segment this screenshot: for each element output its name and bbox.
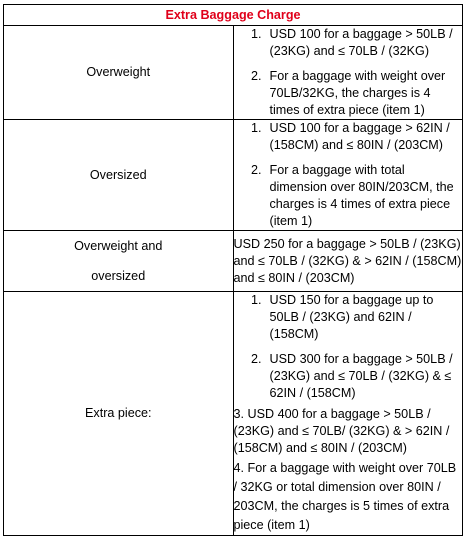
list-item-text: USD 150 for a baggage up to 50LB / (23KG) and 62IN / (158CM) <box>269 293 434 341</box>
table-row-overweight-oversized <box>4 231 463 292</box>
list-item <box>234 68 463 119</box>
paragraph-item-4: 4. For a baggage with weight over 70LB / 32KG or total dimension over 80IN / 203CM, the charges is 5 times of extra piece (item 1) <box>233 461 457 532</box>
table-title: Extra Baggage Charge <box>4 5 463 26</box>
paragraph-item-3: 3. USD 400 for a baggage > 50LB / (23KG) and ≤ 70LB/ (32KG) & > 62IN / (158CM) and ≤ 80IN / (203CM) <box>233 407 450 455</box>
row-label-overweight-oversized <box>4 231 234 292</box>
list-item-number: 1. <box>250 27 262 41</box>
extra-baggage-charge-table <box>3 4 463 536</box>
row-content-extra-piece <box>233 292 463 536</box>
list-item-text: USD 300 for a baggage > 50LB / (23KG) and ≤ 70LB / (32KG) & ≤ 62IN / (158CM) <box>269 352 453 400</box>
list-item-number: 1. <box>250 293 262 307</box>
row-label-extra-piece: Extra piece: <box>4 292 234 536</box>
list-item-number: 1. <box>250 121 262 135</box>
row-label-line: oversized <box>91 269 146 283</box>
row-label-oversized: Oversized <box>4 120 234 231</box>
row-content-overweight <box>233 26 463 120</box>
list-item-number: 2. <box>250 352 262 366</box>
row-label-overweight: Overweight <box>4 26 234 120</box>
table-row-overweight <box>4 26 463 120</box>
list-item <box>234 120 463 154</box>
list-item <box>234 351 463 402</box>
list-item-text: USD 100 for a baggage > 62IN / (158CM) and ≤ 80IN / (203CM) <box>269 121 450 152</box>
list-item <box>234 292 463 343</box>
list-item-text: USD 100 for a baggage > 50LB / (23KG) and ≤ 70LB / (32KG) <box>269 27 453 58</box>
row-text: USD 250 for a baggage > 50LB / (23KG) and ≤ 70LB / (32KG) & > 62IN / (158CM) and ≤ 80IN / (203CM) <box>233 236 462 285</box>
list-item-text: For a baggage with total dimension over 80IN/203CM, the charges is 4 times of extra piece (item 1) <box>269 163 454 228</box>
list-item <box>234 162 463 230</box>
list-item-text: For a baggage with weight over 70LB/32KG, the charges is 4 times of extra piece (item 1) <box>269 69 446 117</box>
list-item <box>234 26 463 60</box>
row-content-overweight-oversized <box>233 231 463 292</box>
row-label-line: Overweight and <box>74 239 163 253</box>
table-row-oversized <box>4 120 463 231</box>
list-item-number: 2. <box>250 163 262 177</box>
table-row-extra-piece <box>4 292 463 536</box>
list-item-number: 2. <box>250 69 262 83</box>
row-content-oversized <box>233 120 463 231</box>
